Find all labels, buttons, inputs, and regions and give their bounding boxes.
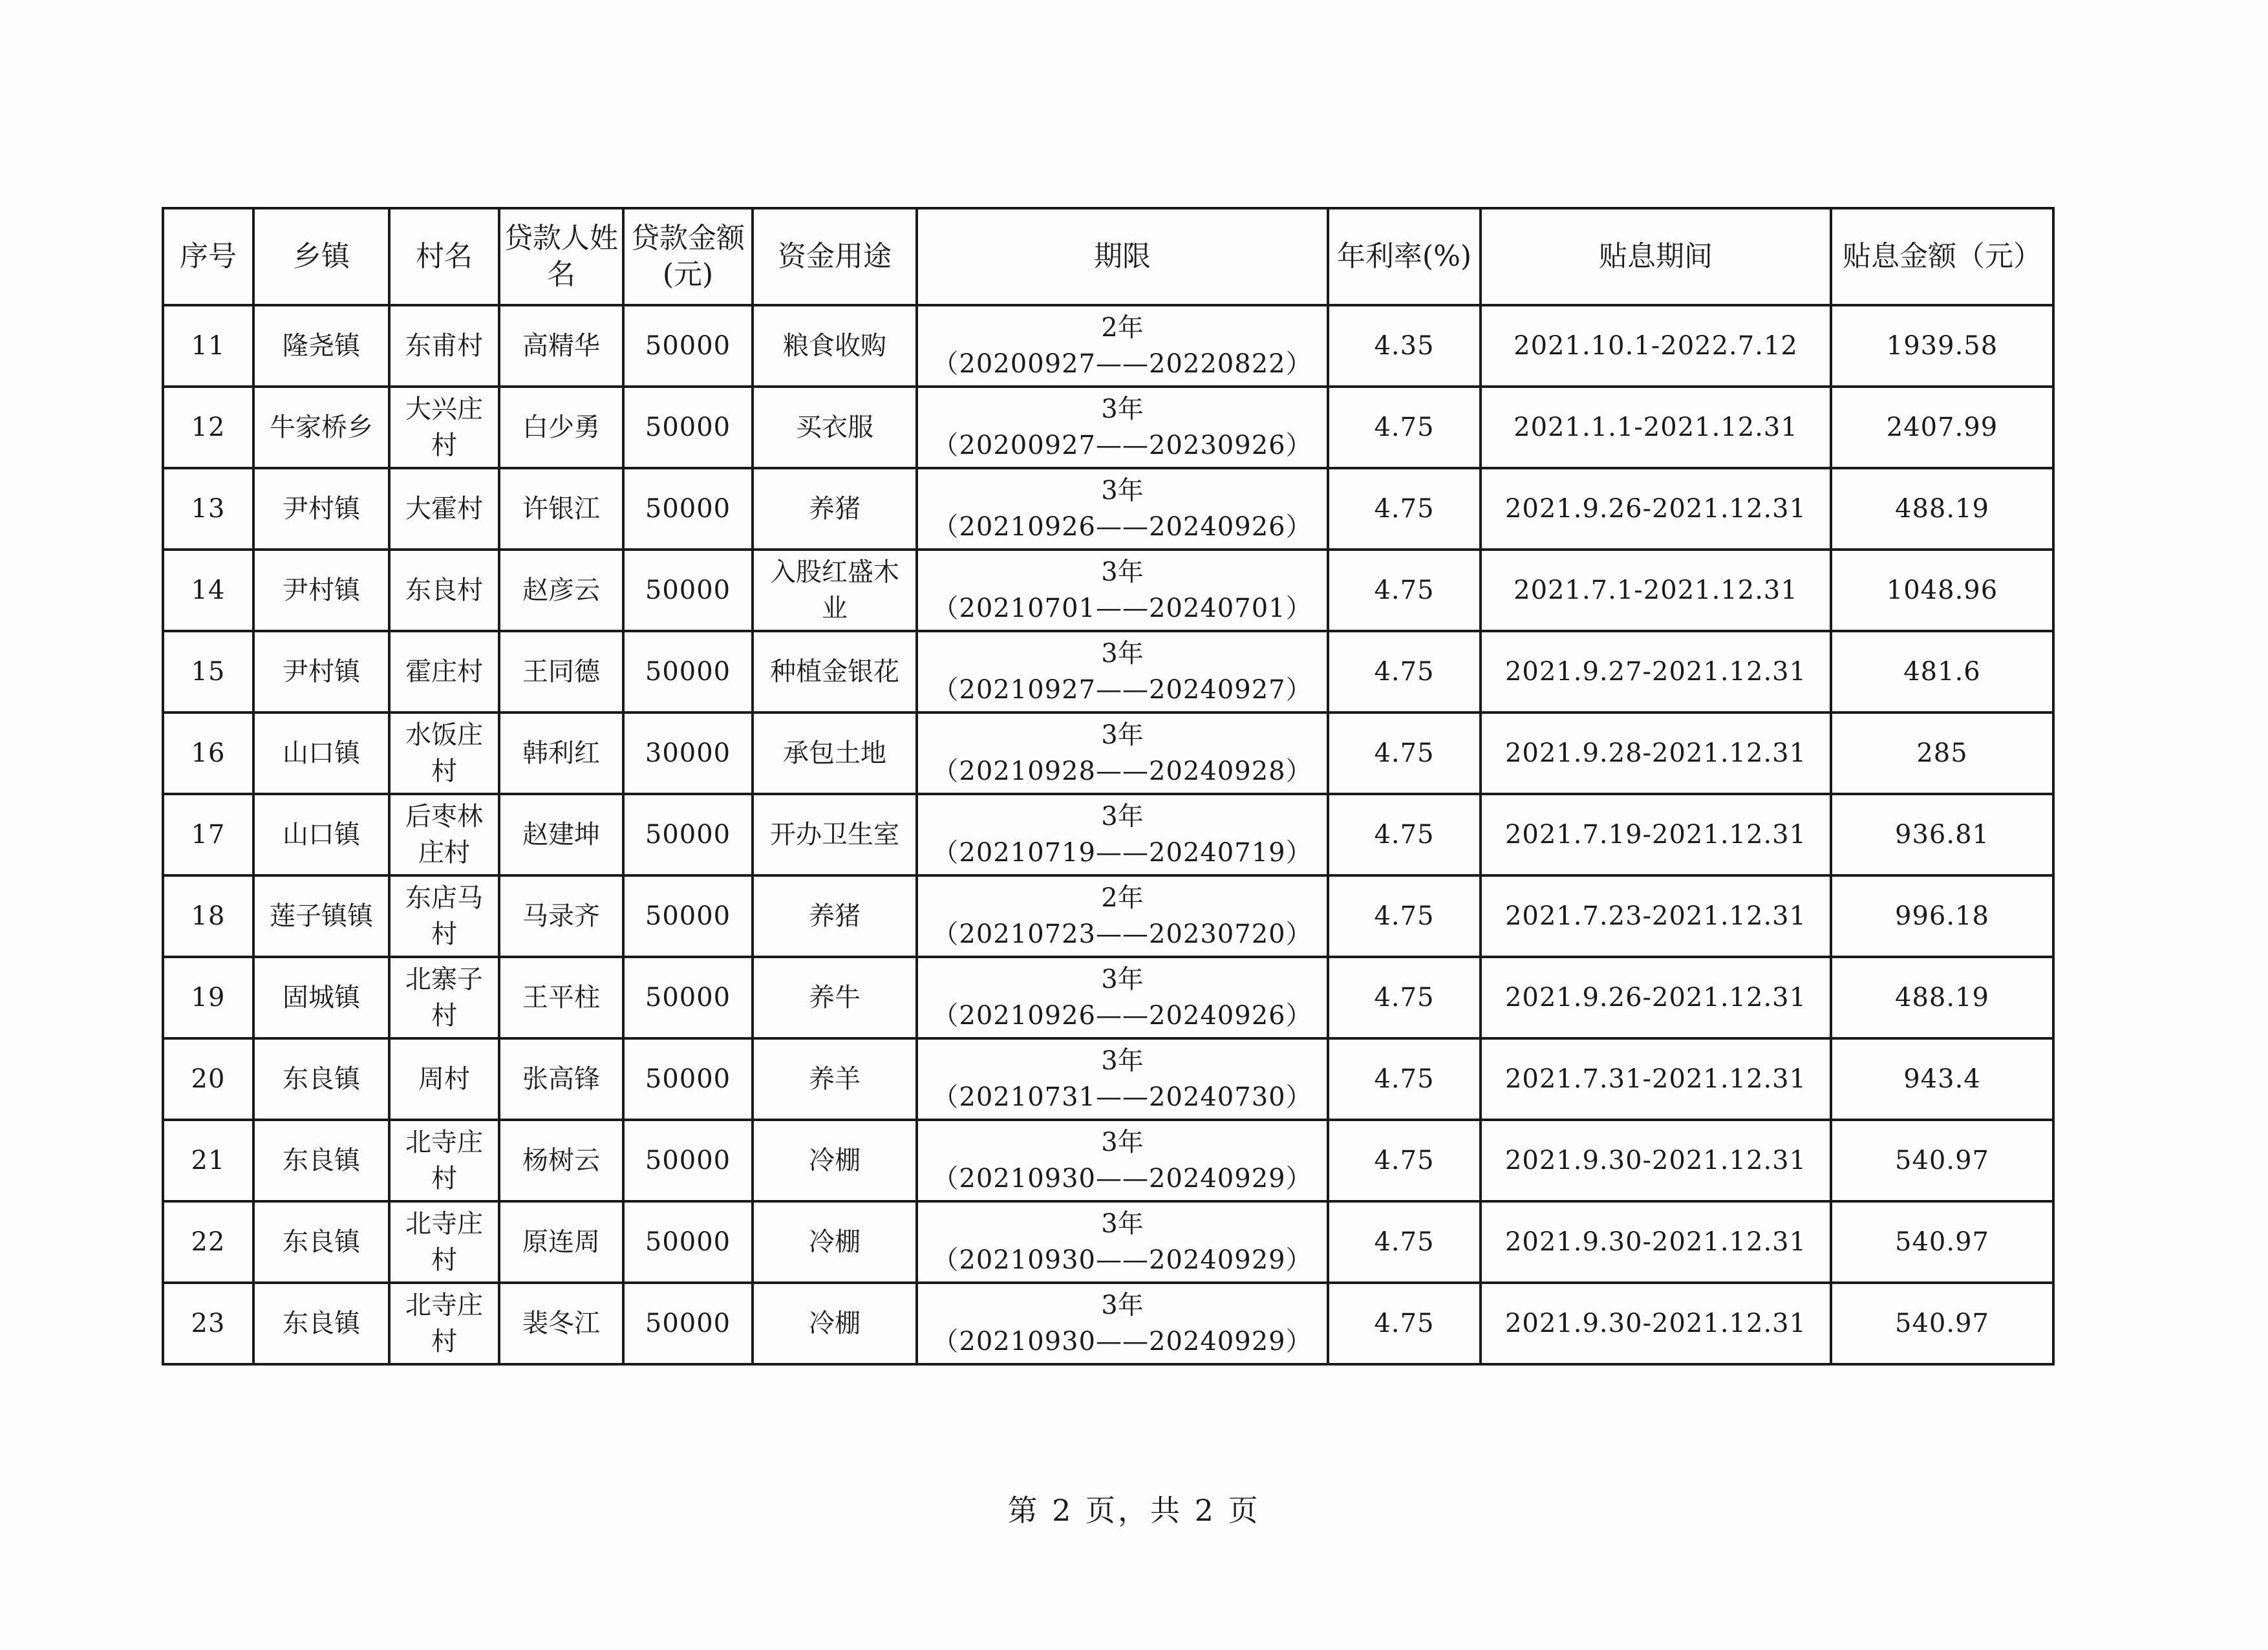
cell-amount: 50000 [623, 794, 753, 875]
cell-rate: 4.75 [1328, 794, 1481, 875]
cell-town: 尹村镇 [253, 550, 389, 631]
cell-seq: 22 [163, 1201, 253, 1283]
cell-town: 牛家桥乡 [253, 387, 389, 468]
cell-borrower: 王平柱 [499, 957, 623, 1038]
cell-subsidy-amount: 540.97 [1831, 1120, 2053, 1201]
cell-village: 霍庄村 [389, 631, 499, 712]
cell-village: 周村 [389, 1038, 499, 1120]
cell-purpose: 种植金银花 [753, 631, 917, 712]
cell-rate: 4.75 [1328, 1283, 1481, 1364]
cell-seq: 16 [163, 712, 253, 794]
table-header-row [163, 208, 2053, 305]
cell-town: 尹村镇 [253, 468, 389, 550]
cell-town: 隆尧镇 [253, 305, 389, 387]
cell-rate: 4.75 [1328, 550, 1481, 631]
cell-purpose: 买衣服 [753, 387, 917, 468]
loan-subsidy-table [162, 207, 2055, 1366]
cell-rate: 4.75 [1328, 387, 1481, 468]
term-years: 2年 [1101, 313, 1144, 343]
cell-town: 尹村镇 [253, 631, 389, 712]
cell-subsidy-amount: 996.18 [1831, 875, 2053, 957]
cell-subsidy-period: 2021.9.26-2021.12.31 [1481, 957, 1831, 1038]
term-range: （20200927——20230926） [932, 431, 1312, 460]
header-amount: 贷款金额(元) [623, 208, 753, 305]
table-row [163, 1038, 2053, 1120]
cell-subsidy-amount: 943.4 [1831, 1038, 2053, 1120]
term-range: （20210930——20240929） [932, 1327, 1312, 1356]
cell-village: 北寨子村 [389, 957, 499, 1038]
cell-subsidy-period: 2021.7.1-2021.12.31 [1481, 550, 1831, 631]
cell-seq: 19 [163, 957, 253, 1038]
term-range: （20210930——20240929） [932, 1164, 1312, 1194]
header-term: 期限 [917, 208, 1328, 305]
term-years: 3年 [1101, 394, 1144, 424]
cell-rate: 4.75 [1328, 468, 1481, 550]
term-range: （20210926——20240926） [932, 1001, 1312, 1031]
cell-term [917, 957, 1328, 1038]
term-years: 3年 [1101, 720, 1144, 750]
term-range: （20210928——20240928） [932, 756, 1312, 786]
cell-borrower: 原连周 [499, 1201, 623, 1283]
cell-purpose: 开办卫生室 [753, 794, 917, 875]
cell-village: 水饭庄村 [389, 712, 499, 794]
cell-purpose: 养牛 [753, 957, 917, 1038]
cell-borrower: 赵建坤 [499, 794, 623, 875]
cell-seq: 20 [163, 1038, 253, 1120]
term-years: 3年 [1101, 802, 1144, 831]
term-range: （20210719——20240719） [932, 838, 1312, 868]
cell-village: 北寺庄村 [389, 1283, 499, 1364]
cell-subsidy-amount: 1939.58 [1831, 305, 2053, 387]
cell-seq: 21 [163, 1120, 253, 1201]
cell-borrower: 张高锋 [499, 1038, 623, 1120]
table-row [163, 468, 2053, 550]
cell-term [917, 631, 1328, 712]
cell-subsidy-period: 2021.9.30-2021.12.31 [1481, 1283, 1831, 1364]
cell-term [917, 1038, 1328, 1120]
table-row [163, 631, 2053, 712]
table-row [163, 305, 2053, 387]
cell-borrower: 马录齐 [499, 875, 623, 957]
table-row [163, 387, 2053, 468]
table-row [163, 794, 2053, 875]
cell-borrower: 白少勇 [499, 387, 623, 468]
cell-rate: 4.35 [1328, 305, 1481, 387]
cell-term [917, 1120, 1328, 1201]
term-years: 2年 [1101, 883, 1144, 913]
cell-seq: 14 [163, 550, 253, 631]
cell-amount: 30000 [623, 712, 753, 794]
table-row [163, 957, 2053, 1038]
term-years: 3年 [1101, 476, 1144, 506]
cell-amount: 50000 [623, 957, 753, 1038]
term-range: （20200927——20220822） [932, 349, 1312, 379]
table-row [163, 875, 2053, 957]
cell-village: 大霍村 [389, 468, 499, 550]
table-row [163, 1120, 2053, 1201]
term-range: （20210731——20240730） [932, 1082, 1312, 1112]
cell-seq: 15 [163, 631, 253, 712]
term-range: （20210723——20230720） [932, 919, 1312, 949]
cell-amount: 50000 [623, 1201, 753, 1283]
cell-rate: 4.75 [1328, 1038, 1481, 1120]
cell-subsidy-period: 2021.9.26-2021.12.31 [1481, 468, 1831, 550]
cell-village: 东店马村 [389, 875, 499, 957]
cell-subsidy-amount: 488.19 [1831, 468, 2053, 550]
cell-subsidy-amount: 540.97 [1831, 1283, 2053, 1364]
cell-village: 后枣林庄村 [389, 794, 499, 875]
cell-purpose: 养羊 [753, 1038, 917, 1120]
term-range: （20210927——20240927） [932, 675, 1312, 705]
cell-subsidy-amount: 285 [1831, 712, 2053, 794]
cell-term [917, 712, 1328, 794]
header-rate: 年利率(%) [1328, 208, 1481, 305]
cell-seq: 18 [163, 875, 253, 957]
term-range: （20210701——20240701） [932, 594, 1312, 623]
cell-amount: 50000 [623, 468, 753, 550]
header-purpose: 资金用途 [753, 208, 917, 305]
cell-subsidy-period: 2021.9.28-2021.12.31 [1481, 712, 1831, 794]
cell-village: 北寺庄村 [389, 1201, 499, 1283]
table-body [163, 305, 2053, 1364]
cell-purpose: 养猪 [753, 875, 917, 957]
cell-purpose: 粮食收购 [753, 305, 917, 387]
header-subsidy-period: 贴息期间 [1481, 208, 1831, 305]
cell-rate: 4.75 [1328, 1201, 1481, 1283]
cell-village: 东良村 [389, 550, 499, 631]
term-years: 3年 [1101, 639, 1144, 669]
cell-subsidy-amount: 488.19 [1831, 957, 2053, 1038]
cell-subsidy-amount: 936.81 [1831, 794, 2053, 875]
cell-subsidy-amount: 481.6 [1831, 631, 2053, 712]
cell-amount: 50000 [623, 305, 753, 387]
term-years: 3年 [1101, 1291, 1144, 1320]
table-row [163, 1283, 2053, 1364]
term-years: 3年 [1101, 557, 1144, 587]
header-subsidy-amount: 贴息金额（元） [1831, 208, 2053, 305]
cell-subsidy-period: 2021.7.23-2021.12.31 [1481, 875, 1831, 957]
table-row [163, 1201, 2053, 1283]
cell-amount: 50000 [623, 1283, 753, 1364]
cell-town: 东良镇 [253, 1201, 389, 1283]
cell-seq: 23 [163, 1283, 253, 1364]
cell-purpose: 承包土地 [753, 712, 917, 794]
cell-term [917, 794, 1328, 875]
term-years: 3年 [1101, 1046, 1144, 1076]
cell-amount: 50000 [623, 875, 753, 957]
cell-subsidy-period: 2021.1.1-2021.12.31 [1481, 387, 1831, 468]
term-range: （20210930——20240929） [932, 1245, 1312, 1275]
term-years: 3年 [1101, 965, 1144, 994]
cell-subsidy-period: 2021.9.30-2021.12.31 [1481, 1120, 1831, 1201]
term-years: 3年 [1101, 1209, 1144, 1239]
cell-amount: 50000 [623, 1120, 753, 1201]
cell-purpose: 养猪 [753, 468, 917, 550]
cell-subsidy-period: 2021.7.31-2021.12.31 [1481, 1038, 1831, 1120]
page-number: 第 2 页，共 2 页 [1007, 1493, 1261, 1528]
cell-rate: 4.75 [1328, 712, 1481, 794]
cell-subsidy-amount: 2407.99 [1831, 387, 2053, 468]
cell-borrower: 高精华 [499, 305, 623, 387]
cell-subsidy-period: 2021.7.19-2021.12.31 [1481, 794, 1831, 875]
cell-seq: 17 [163, 794, 253, 875]
cell-term [917, 305, 1328, 387]
cell-town: 莲子镇镇 [253, 875, 389, 957]
header-seq: 序号 [163, 208, 253, 305]
cell-term [917, 875, 1328, 957]
cell-purpose: 冷棚 [753, 1201, 917, 1283]
cell-rate: 4.75 [1328, 957, 1481, 1038]
cell-town: 东良镇 [253, 1038, 389, 1120]
cell-subsidy-amount: 540.97 [1831, 1201, 2053, 1283]
cell-town: 东良镇 [253, 1283, 389, 1364]
table-row [163, 550, 2053, 631]
cell-town: 山口镇 [253, 794, 389, 875]
cell-amount: 50000 [623, 550, 753, 631]
cell-town: 东良镇 [253, 1120, 389, 1201]
cell-term [917, 468, 1328, 550]
cell-borrower: 许银江 [499, 468, 623, 550]
cell-village: 北寺庄村 [389, 1120, 499, 1201]
cell-term [917, 1283, 1328, 1364]
cell-borrower: 裴冬江 [499, 1283, 623, 1364]
header-town: 乡镇 [253, 208, 389, 305]
header-village: 村名 [389, 208, 499, 305]
cell-village: 大兴庄村 [389, 387, 499, 468]
cell-purpose: 冷棚 [753, 1283, 917, 1364]
cell-purpose: 冷棚 [753, 1120, 917, 1201]
cell-seq: 11 [163, 305, 253, 387]
cell-amount: 50000 [623, 1038, 753, 1120]
cell-borrower: 韩利红 [499, 712, 623, 794]
cell-subsidy-period: 2021.9.27-2021.12.31 [1481, 631, 1831, 712]
cell-term [917, 387, 1328, 468]
cell-subsidy-period: 2021.10.1-2022.7.12 [1481, 305, 1831, 387]
term-years: 3年 [1101, 1128, 1144, 1157]
cell-village: 东甫村 [389, 305, 499, 387]
cell-seq: 13 [163, 468, 253, 550]
cell-rate: 4.75 [1328, 875, 1481, 957]
cell-amount: 50000 [623, 631, 753, 712]
cell-subsidy-period: 2021.9.30-2021.12.31 [1481, 1201, 1831, 1283]
header-borrower: 贷款人姓名 [499, 208, 623, 305]
cell-term [917, 1201, 1328, 1283]
cell-term [917, 550, 1328, 631]
cell-borrower: 杨树云 [499, 1120, 623, 1201]
cell-borrower: 王同德 [499, 631, 623, 712]
cell-borrower: 赵彦云 [499, 550, 623, 631]
cell-purpose: 入股红盛木业 [753, 550, 917, 631]
cell-subsidy-amount: 1048.96 [1831, 550, 2053, 631]
cell-amount: 50000 [623, 387, 753, 468]
table-row [163, 712, 2053, 794]
cell-rate: 4.75 [1328, 631, 1481, 712]
term-range: （20210926——20240926） [932, 512, 1312, 542]
cell-town: 固城镇 [253, 957, 389, 1038]
cell-rate: 4.75 [1328, 1120, 1481, 1201]
cell-town: 山口镇 [253, 712, 389, 794]
cell-seq: 12 [163, 387, 253, 468]
